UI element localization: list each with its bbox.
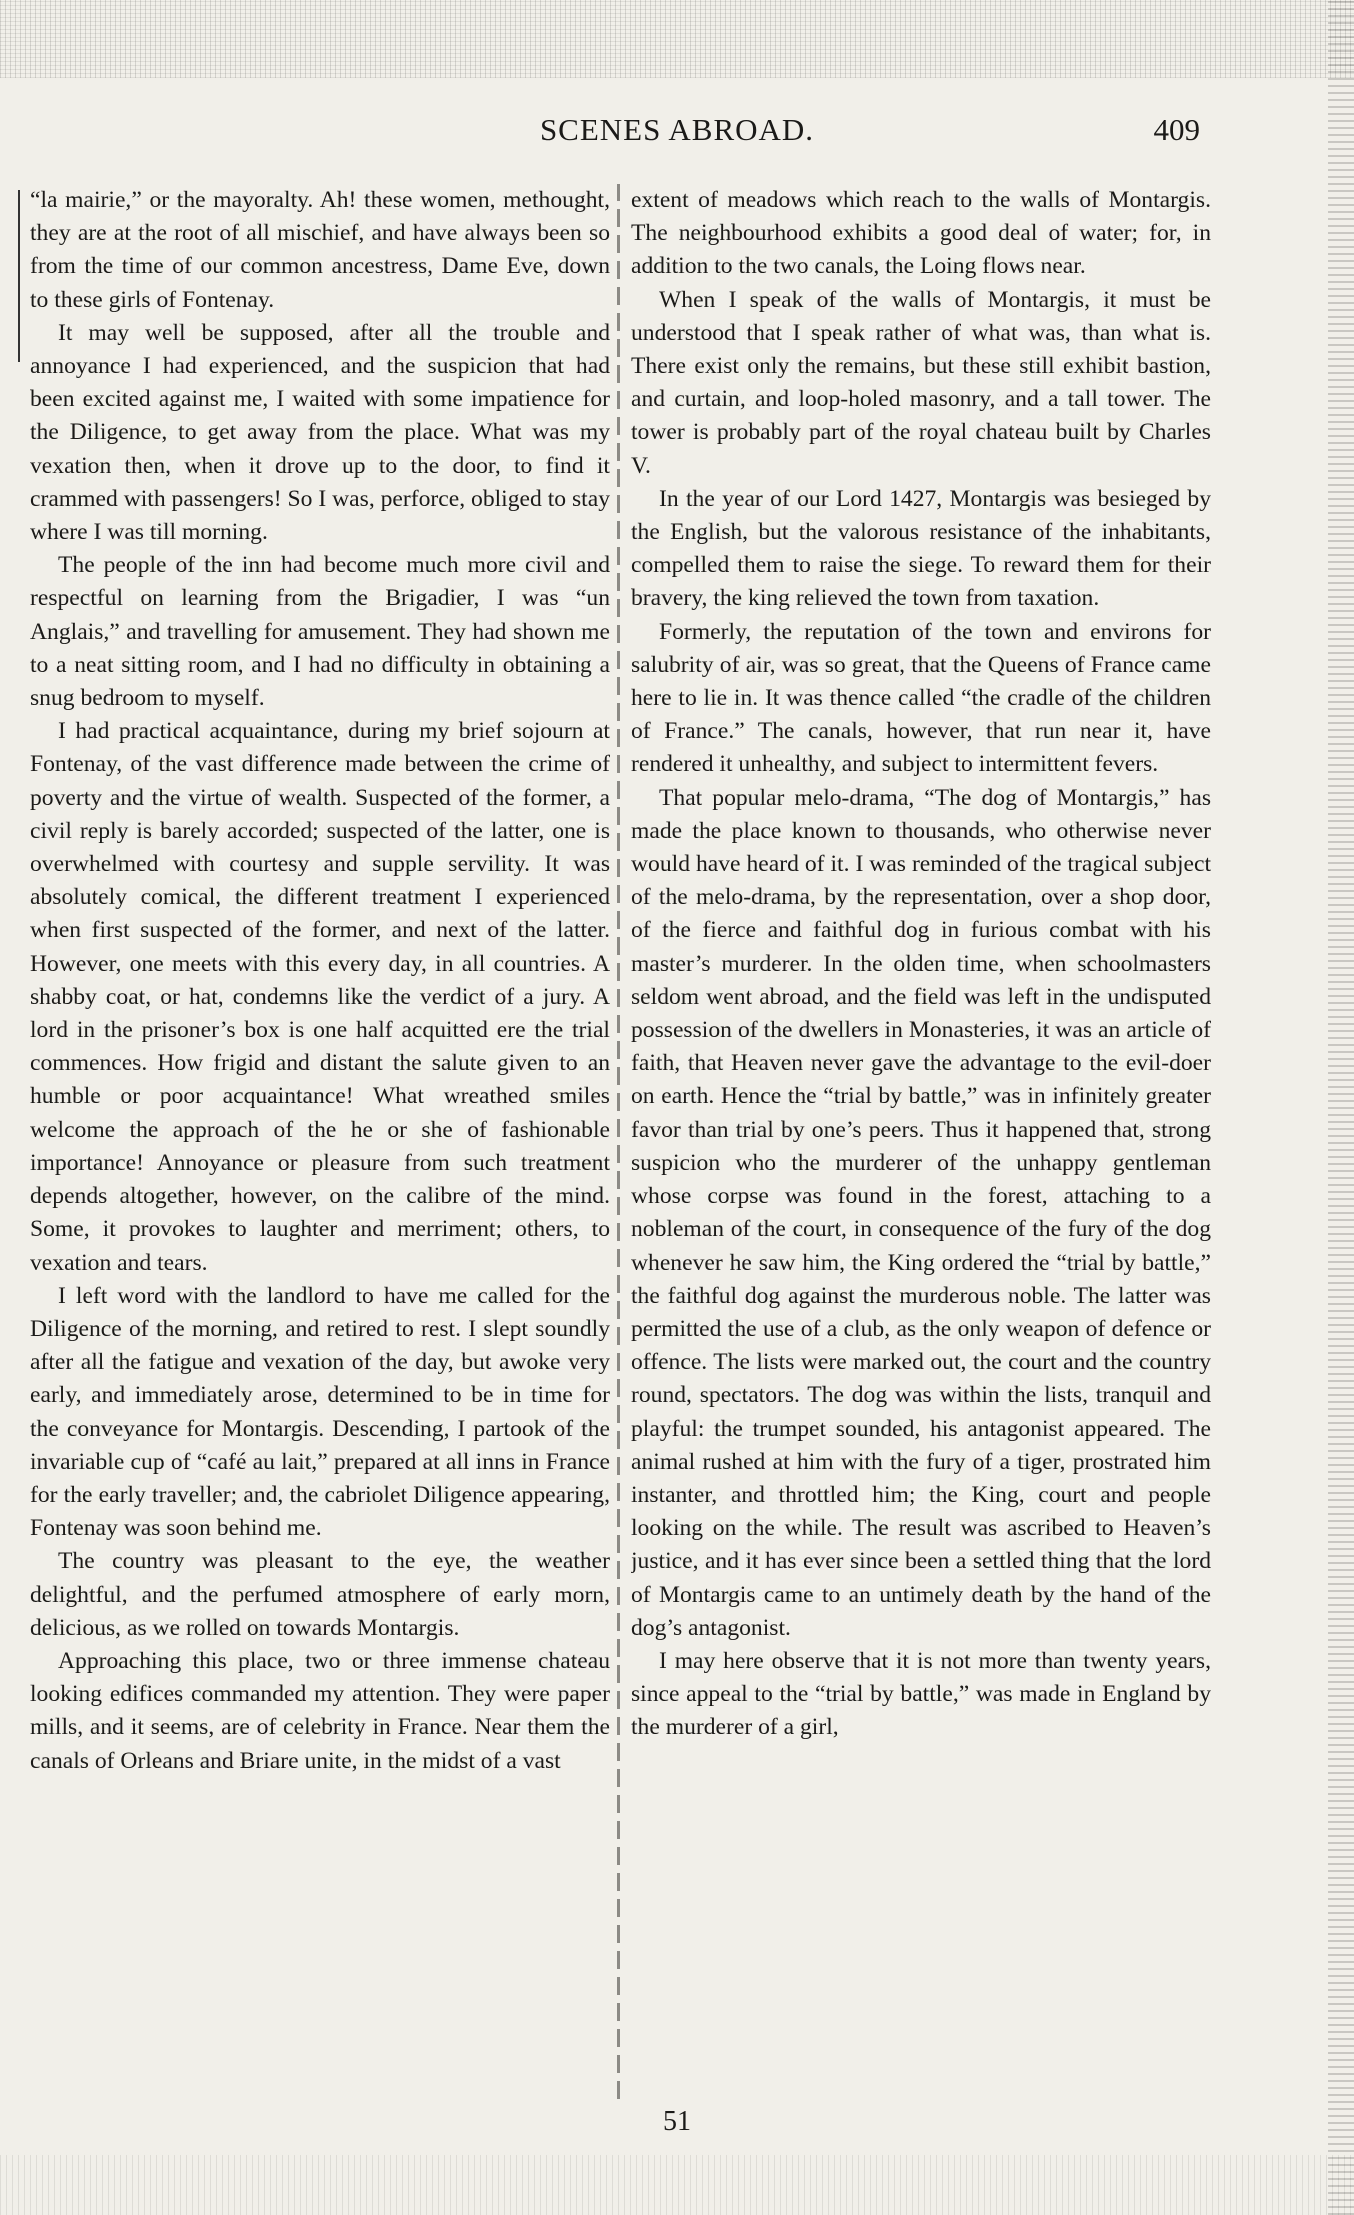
scan-noise-top bbox=[0, 0, 1354, 78]
signature-mark: 51 bbox=[663, 2106, 691, 2137]
paragraph: The country was pleasant to the eye, the weather delightful, and the perfumed atmosphere of early morn, delicious, as we rolled on towards Montargis. bbox=[30, 1548, 610, 1641]
paragraph: I had practical acquaintance, during my brief sojourn at Fontenay, of the vast difference made between the crime of poverty and the virtue of wealth. Suspected of the former, a civil reply is barely accorded; suspected of the latter, one is overwhelmed with courtesy and supple servility. It was absolutely comical, the different treatment I experienced when first suspected of the former, and next of the latter. However, one meets with this every day, in all countries. A shabby coat, or hat, condemns like the verdict of a jury. A lord in the prisoner’s box is one half acquitted ere the trial commences. How frigid and distant the salute given to an humble or poor acquaintance! What wreathed smiles welcome the approach of the he or she of fashionable importance! Annoyance or pleasure from such treatment depends altogether, however, on the calibre of the mind. Some, it provokes to laughter and merriment; others, to vexation and tears. bbox=[30, 718, 610, 1276]
paragraph: It may well be supposed, after all the trouble and annoyance I had experienced, and the suspicion that had been excited against me, I waited with some impatience for the Diligence, to get away from the place. What was my vexation then, when it drove up to the door, to find it crammed with passengers! So I was, perforce, obliged to stay where I was till morning. bbox=[30, 319, 610, 546]
page-number: 409 bbox=[1153, 112, 1200, 147]
right-column bbox=[631, 184, 1211, 2099]
paragraph: When I speak of the walls of Montargis, it must be understood that I speak rather of what was, than what is. There exist only the remains, but these still exhibit bastion, and curtain, and loop-holed masonry, and a tall tower. The tower is probably part of the royal chateau built by Charles V. bbox=[631, 286, 1211, 479]
paragraph: In the year of our Lord 1427, Montargis was besieged by the English, but the valorous resistance of the inhabitants, compelled them to raise the siege. To reward them for their bravery, the king relieved the town from taxation. bbox=[631, 485, 1211, 612]
paragraph: extent of meadows which reach to the walls of Montargis. The neighbourhood exhibits a good deal of water; for, in addition to the two canals, the Loing flows near. bbox=[631, 187, 1211, 280]
left-column bbox=[30, 184, 610, 2099]
margin-bracket-mark bbox=[18, 190, 26, 362]
paragraph: I may here observe that it is not more than twenty years, since appeal to the “trial by battle,” was made in England by the murderer of a girl, bbox=[631, 1647, 1211, 1741]
paragraph: Formerly, the reputation of the town and environs for salubrity of air, was so great, that the Queens of France came here to lie in. It was thence called “the cradle of the children of France.” The canals, however, that run near it, have rendered it unhealthy, and subject to intermittent fevers. bbox=[631, 618, 1211, 778]
paragraph: “la mairie,” or the mayoralty. Ah! these women, methought, they are at the root of all mischief, and have always been so from the time of our common ancestress, Dame Eve, down to these girls of Fontenay. bbox=[30, 187, 610, 313]
paragraph: The people of the inn had become much more civil and respectful on learning from the Brigadier, I was “un Anglais,” and travelling for amusement. They had shown me to a neat sitting room, and I had no difficulty in obtaining a snug bedroom to myself. bbox=[30, 552, 610, 712]
column-divider bbox=[617, 184, 620, 2099]
page-edge bbox=[1328, 0, 1354, 2215]
paragraph: That popular melo-drama, “The dog of Montargis,” has made the place known to thousands, who otherwise never would have heard of it. I was reminded of the tragical subject of the melo-drama, by the representation, over a shop door, of the fierce and faithful dog in furious combat with his master’s murderer. In the olden time, when schoolmasters seldom went abroad, and the field was left in the undisputed possession of the dwellers in Monasteries, it was an article of faith, that Heaven never gave the advantage to the evil-doer on earth. Hence the “trial by battle,” was in infinitely greater favor than trial by one’s peers. Thus it happened that, strong suspicion who the murderer of the unhappy gentleman whose corpse was found in the forest, attaching to a nobleman of the court, in consequence of the fury of the dog whenever he saw him, the King ordered the “trial by battle,” the faithful dog against the murderous noble. The latter was permitted the use of a club, as the only weapon of defence or offence. The lists were marked out, the court and the country round, spectators. The dog was within the lists, tranquil and playful: the trumpet sounded, his antagonist appeared. The animal rushed at him with the fury of a tiger, prostrated him instanter, and throttled him; the King, court and people looking on the while. The result was ascribed to Heaven’s justice, and it has ever since been a settled thing that the lord of Montargis came to an untimely death by the hand of the dog’s antagonist. bbox=[631, 784, 1211, 1641]
paragraph: I left word with the landlord to have me called for the Diligence of the morning, and retired to rest. I slept soundly after all the fatigue and vexation of the day, but awoke very early, and immediately arose, determined to be in time for the conveyance for Montargis. Descending, I partook of the invariable cup of “café au lait,” prepared at all inns in France for the early traveller; and, the cabriolet Diligence appearing, Fontenay was soon behind me. bbox=[30, 1282, 610, 1542]
paragraph: Approaching this place, two or three immense chateau looking edifices commanded my attention. They were paper mills, and it seems, are of celebrity in France. Near them the canals of Orleans and Briare unite, in the midst of a vast bbox=[30, 1647, 610, 1774]
running-title: SCENES ABROAD. bbox=[539, 112, 815, 147]
scan-noise-bottom bbox=[0, 2155, 1354, 2215]
running-head bbox=[0, 112, 1354, 156]
